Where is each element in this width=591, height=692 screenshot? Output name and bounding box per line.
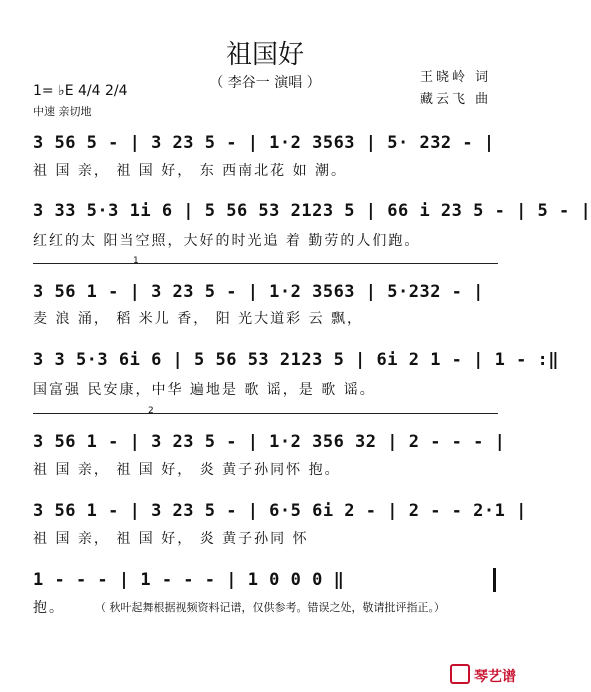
- lyrics-line-7: 抱。: [33, 600, 65, 616]
- volta-number-2: 2: [148, 406, 154, 416]
- lyrics-line-4: 国富强 民安康，中华 遍地是 歌 谣，是 歌 谣。: [33, 382, 376, 398]
- logo-text: 琴艺谱: [474, 669, 516, 685]
- composer-credit: 藏云飞 曲: [420, 92, 492, 107]
- lyrics-line-1: 祖 国 亲， 祖 国 好， 东 西南北花 如 潮。: [33, 163, 348, 179]
- logo-icon: [450, 664, 470, 684]
- notation-line-7: 1 - - - | 1 - - - | 1 0 0 0 ‖: [33, 570, 345, 590]
- notation-line-2: 3 33 5·3 1i 6 | 5 56 53 2123 5 | 66 i 23 5 - | 5 - |: [33, 201, 591, 221]
- lyrics-line-2: 红红的太 阳当空照，大好的时光追 着 勤劳的人们跑。: [33, 233, 421, 249]
- notation-line-3: 3 56 1 - | 3 23 5 - | 1·2 3563 | 5·232 - |: [33, 282, 484, 302]
- key-signature: 1= ♭E 4/4 2/4: [33, 83, 128, 99]
- final-barline: [493, 568, 496, 592]
- volta-number-1: 1: [133, 256, 139, 266]
- song-title: 祖国好: [225, 40, 304, 70]
- performer-subtitle: （ 李谷一 演唱 ）: [209, 75, 321, 91]
- notation-line-5: 3 56 1 - | 3 23 5 - | 1·2 356 32 | 2 - - - |: [33, 432, 506, 452]
- lyrics-line-5: 祖 国 亲， 祖 国 好， 炎 黄子孙同怀 抱。: [33, 462, 341, 478]
- notation-line-1: 3 56 5 - | 3 23 5 - | 1·2 3563 | 5· 232 - |: [33, 133, 495, 153]
- volta-bracket-2: [33, 413, 498, 414]
- notation-line-6: 3 56 1 - | 3 23 5 - | 6·5 6i 2 - | 2 - - 2·1 |: [33, 501, 527, 521]
- site-logo: [450, 664, 516, 686]
- lyrics-line-6: 祖 国 亲， 祖 国 好， 炎 黄子孙同 怀: [33, 531, 309, 547]
- volta-bracket-1: [33, 263, 498, 264]
- transcription-note: （ 秋叶起舞根据视频资料记谱，仅供参考。错误之处，敬请批评指正。）: [95, 601, 445, 614]
- notation-line-4: 3 3 5·3 6i 6 | 5 56 53 2123 5 | 6i 2 1 - | 1 - :‖: [33, 350, 560, 370]
- lyrics-line-3: 麦 浪 涌， 稻 米儿 香， 阳 光大道彩 云 飘，: [33, 311, 364, 327]
- lyricist-credit: 王晓岭 词: [420, 70, 492, 85]
- tempo-marking: 中速 亲切地: [33, 105, 92, 118]
